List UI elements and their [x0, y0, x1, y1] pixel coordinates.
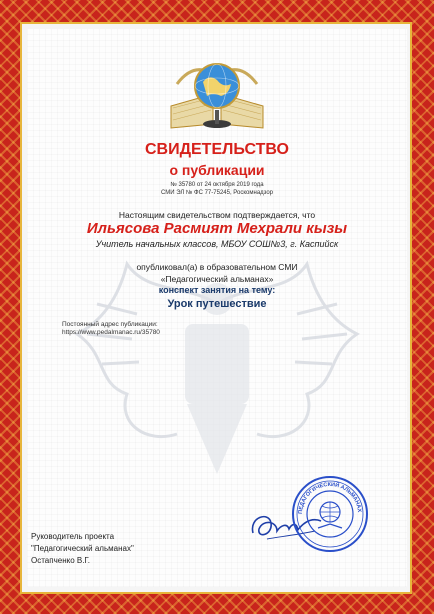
seal-ring-text: ПЕДАГОГИЧЕСКИЙ АЛЬМАНАХ	[297, 481, 362, 515]
certificate-number: № 35780 от 24 октября 2019 года	[170, 182, 264, 188]
signer-name: Остапченко В.Г.	[31, 556, 91, 565]
globe-emblem-icon	[167, 54, 267, 134]
published-text: опубликовал(а) в образовательном СМИ	[136, 262, 298, 272]
certificate-subtitle: о публикации	[169, 162, 265, 178]
signer-org: "Педагогический альманах"	[31, 544, 134, 553]
address-url: https://www.pedalmanac.ru/35780	[62, 329, 160, 336]
certificate-title: СВИДЕТЕЛЬСТВО	[145, 141, 289, 158]
person-job: Учитель начальных классов, МБОУ СОШ№3, г. Каспийск	[95, 239, 339, 249]
registration-line: СМИ ЭЛ № ФС 77-75245, Роскомнадзор	[160, 190, 274, 196]
person-name: Ильясова Расмият Мехрали кызы	[86, 220, 348, 237]
topic-title: Урок путешествие	[167, 298, 267, 310]
topic-label: конспект занятия на тему:	[158, 285, 276, 295]
address-label: Постоянный адрес публикации:	[62, 321, 158, 328]
publication-name: «Педагогический альманах»	[160, 274, 274, 284]
confirm-text: Настоящим свидетельством подтверждается, что	[118, 210, 316, 220]
signer-role: Руководитель проекта	[31, 532, 115, 541]
seal-stamp-icon	[290, 474, 370, 554]
certificate-paper	[27, 29, 407, 587]
